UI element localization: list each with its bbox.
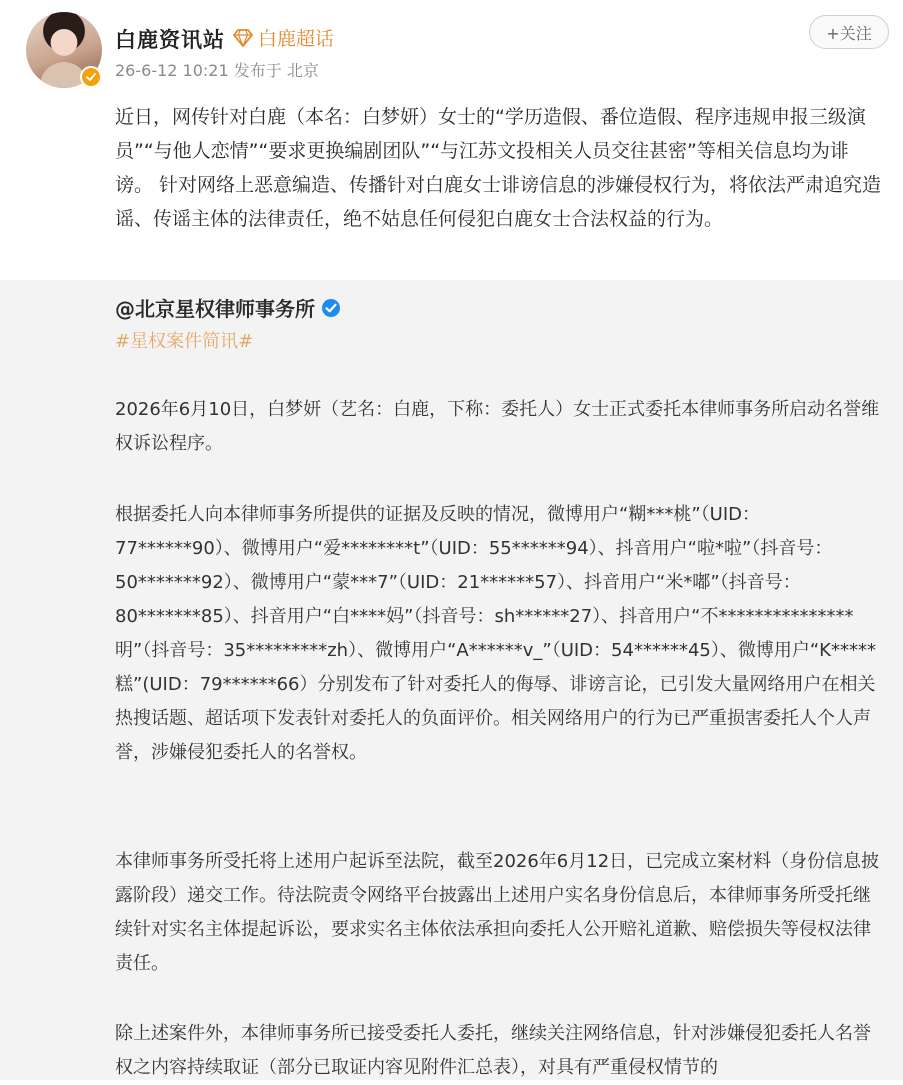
verified-badge-icon — [80, 66, 102, 88]
repost-author-name[interactable]: @北京星权律师事务所 — [115, 297, 315, 321]
topic-link[interactable] — [232, 24, 334, 51]
hashtag-link[interactable]: #星权案件简讯# — [115, 331, 254, 352]
post-header — [0, 0, 903, 95]
post-meta — [115, 58, 319, 81]
post-time: 26-6-12 10:21 — [115, 61, 229, 80]
repost-paragraph-3: 本律师事务所受托将上述用户起诉至法院，截至2026年6月12日，已完成立案材料（身份信息披露阶段）递交工作。待法院责令网络平台披露出上述用户实名身份信息后，本律师事务所受托继续针对实名主体提起诉讼，要求实名主体依法承担向委托人公开赔礼道歉、赔偿损失等侵权法律责任。 — [115, 851, 880, 974]
post-text: 近日，网传针对白鹿（本名：白梦妍）女士的“学历造假、番位造假、程序违规申报三级演员”“与他人恋情”“要求更换编剧团队”“与江苏文投相关人员交往甚密”等相关信息均为诽谤。 针对网络上恶意编造、传播针对白鹿女士诽谤信息的涉嫌侵权行为，将依法严肃追究造谣、传谣主体的法律责任，绝不姑息任何侵犯白鹿女士合法权益的行为。 — [115, 106, 882, 230]
blue-verified-icon — [321, 298, 341, 318]
repost-author[interactable] — [115, 293, 341, 322]
diamond-topic-icon — [232, 28, 254, 48]
repost-paragraph-2: 根据委托人向本律师事务所提供的证据及反映的情况，微博用户“糊***桃”（UID：77******90）、微博用户“爱********t”（UID：55******94）、抖音用户“啦*啦”（抖音号：50*******92）、微博用户“蒙***7”（UID：21******57）、抖音用户“米*嘟”（抖音号：80*******85）、抖音用户“白****妈”（抖音号：sh******27）、抖音用户“不***************明”（抖音号：35*********zh）、微博用户“A******v_”（UID：54******45）、微博用户“K*****糕”(UID：79******66）分别发布了针对委托人的侮辱、诽谤言论，已引发大量网络用户在相关热搜话题、超话项下发表针对委托人的负面评价。相关网络用户的行为已严重损害委托人个人声誉，涉嫌侵犯委托人的名誉权。 — [115, 504, 876, 763]
post-location: 发布于 北京 — [233, 61, 319, 80]
topic-label: 白鹿超话 — [258, 28, 335, 50]
repost-paragraph-1: 2026年6月10日，白梦妍（艺名：白鹿，下称：委托人）女士正式委托本律师事务所启动名誉维权诉讼程序。 — [115, 399, 880, 454]
author-name[interactable]: 白鹿资讯站 — [115, 28, 225, 52]
follow-button[interactable]: +关注 — [809, 15, 889, 49]
repost-paragraph-4: 除上述案件外，本律师事务所已接受委托人委托，继续关注网络信息，针对涉嫌侵犯委托人名誉权之内容持续取证（部分已取证内容见附件汇总表），对具有严重侵权情节的 — [115, 1023, 871, 1078]
